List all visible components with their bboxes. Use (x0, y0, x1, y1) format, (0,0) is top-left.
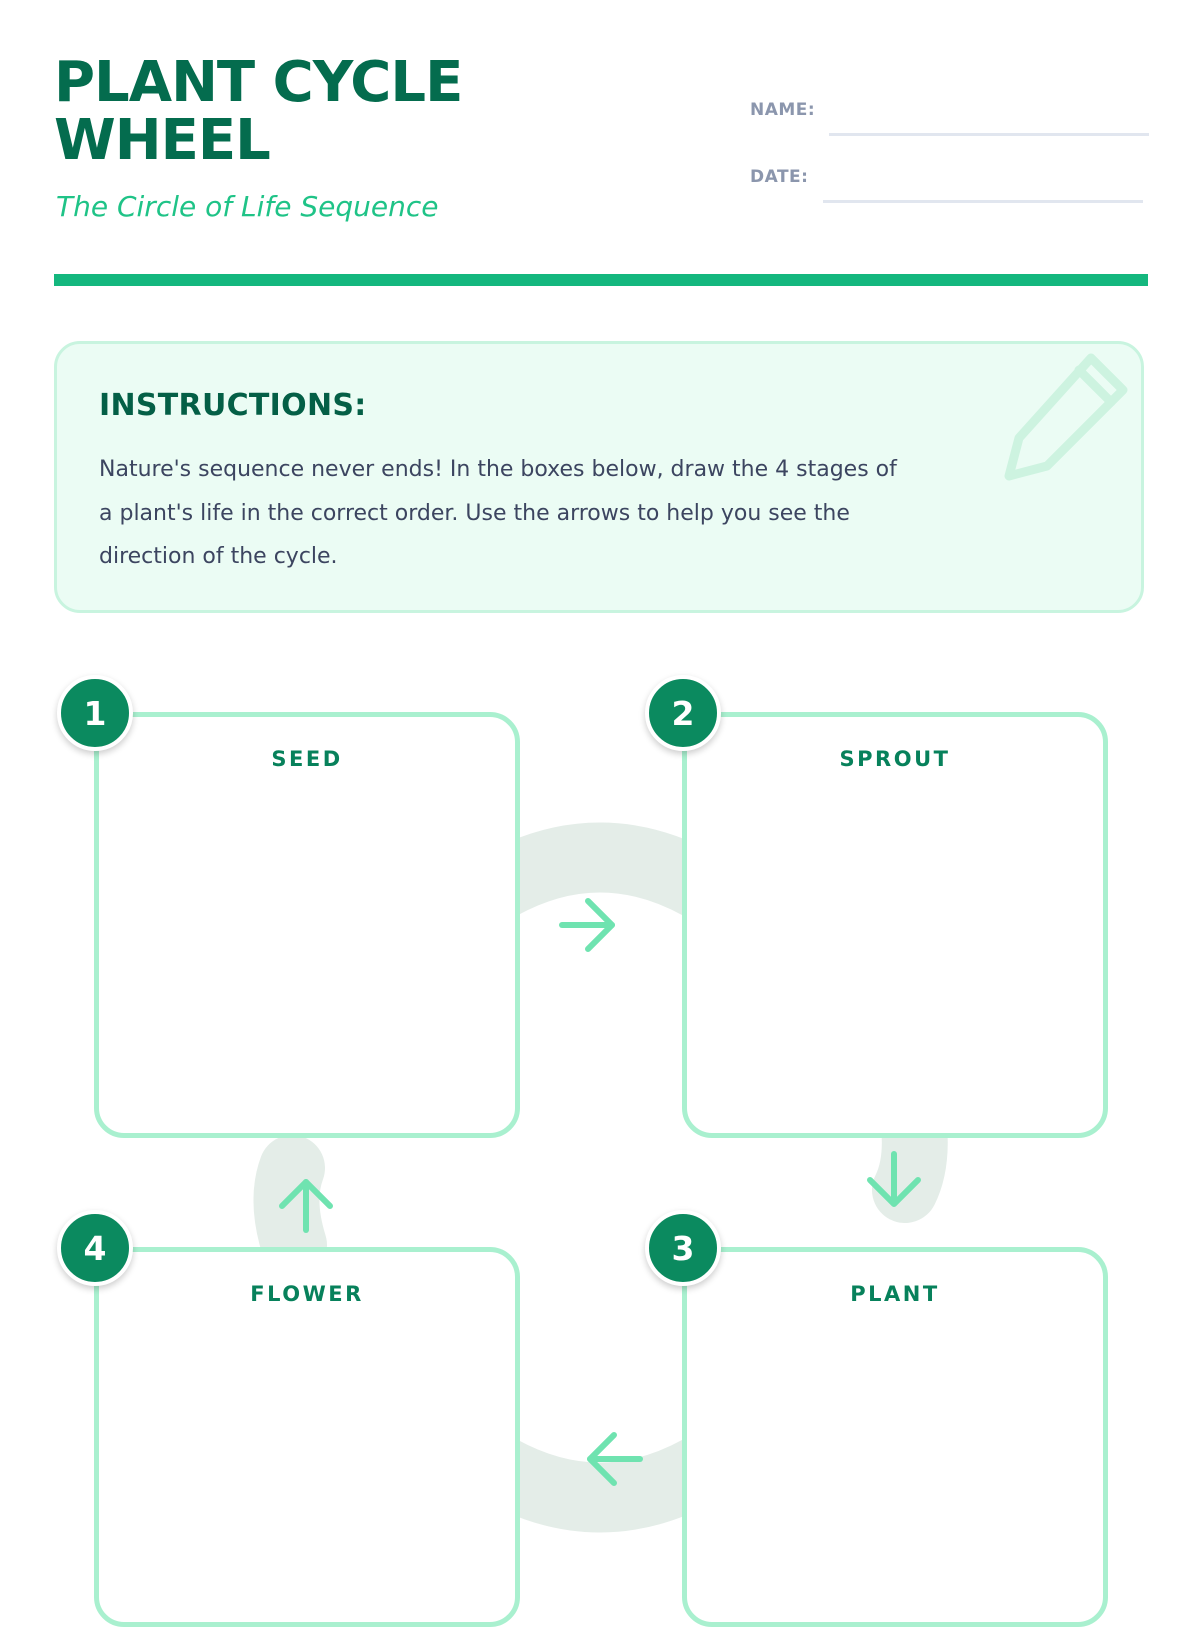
stage-number-badge-2: 2 (645, 675, 721, 751)
connector-plant-flower (500, 1470, 700, 1498)
stage-number-badge-3: 3 (645, 1210, 721, 1286)
stage-number-badge-4: 4 (57, 1210, 133, 1286)
stage-label-flower: FLOWER (250, 1282, 364, 1306)
instructions-title: INSTRUCTIONS: (99, 388, 367, 423)
page-subtitle: The Circle of Life Sequence (56, 190, 439, 223)
connector-seed-sprout (500, 858, 700, 886)
stage-box-plant[interactable] (682, 1247, 1108, 1627)
stage-label-sprout: SPROUT (839, 747, 951, 771)
stage-number-badge-1: 1 (57, 675, 133, 751)
date-label: DATE: (750, 167, 809, 187)
stage-box-sprout[interactable] (682, 712, 1108, 1138)
arrow-right-icon (562, 901, 612, 949)
stage-label-seed: SEED (271, 747, 343, 771)
instructions-text: Nature's sequence never ends! In the boxes below, draw the 4 stages of a plant's life in the correct order. Use the arrows to help you see the direction of the cycle. (99, 457, 897, 569)
stage-box-seed[interactable] (94, 712, 520, 1138)
page-title: PLANT CYCLE WHEEL (54, 50, 463, 173)
name-label: NAME: (750, 100, 816, 120)
stage-box-flower[interactable] (94, 1247, 520, 1627)
stage-label-plant: PLANT (850, 1282, 940, 1306)
connector-flower-seed (286, 1168, 294, 1245)
